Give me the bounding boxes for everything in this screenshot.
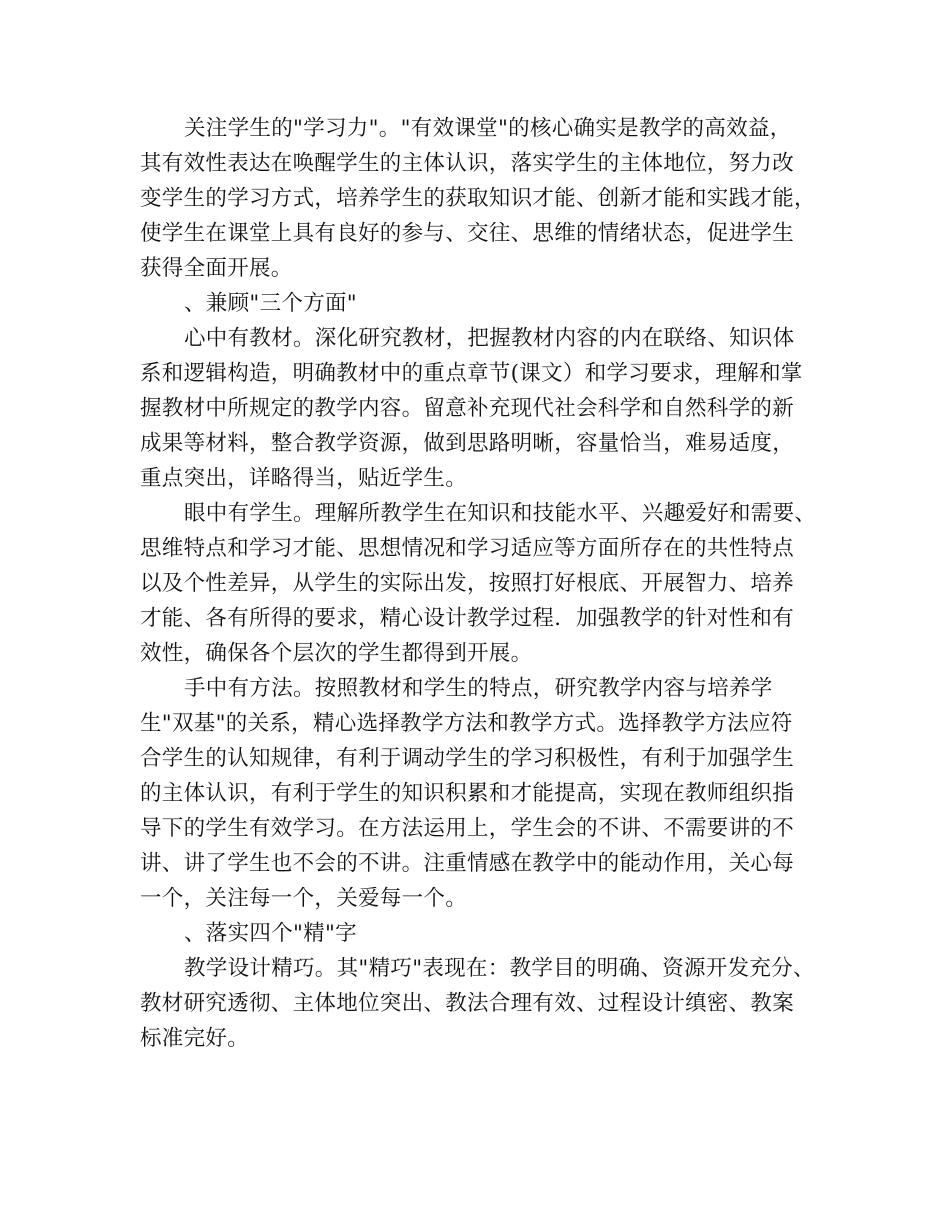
text-line: 思维特点和学习才能、思想情况和学习适应等方面所存在的共性特点 <box>140 536 795 561</box>
text-line: 其有效性表达在唤醒学生的主体认识，落实学生的主体地位，努力改 <box>140 151 795 176</box>
document-body <box>140 111 830 1056</box>
section-heading: 、落实四个"精"字 <box>184 921 357 946</box>
text-line: 获得全面开展。 <box>140 256 293 281</box>
text-line: 教材研究透彻、主体地位突出、教法合理有效、过程设计缜密、教案 <box>140 991 795 1016</box>
text-line: 手中有方法。按照教材和学生的特点，研究教学内容与培养学 <box>184 676 773 701</box>
text-line: 重点突出，详略得当，贴近学生。 <box>140 466 468 491</box>
text-line: 一个，关注每一个，关爱每一个。 <box>140 886 468 911</box>
text-line: 使学生在课堂上具有良好的参与、交往、思维的情绪状态，促进学生 <box>140 221 795 246</box>
text-line: 变学生的学习方式，培养学生的获取知识才能、创新才能和实践才能， <box>140 186 816 211</box>
text-line: 标准完好。 <box>140 1026 250 1051</box>
text-line: 效性，确保各个层次的学生都得到开展。 <box>140 641 533 666</box>
text-line: 系和逻辑构造，明确教材中的重点章节(课文）和学习要求，理解和掌 <box>140 361 803 386</box>
text-line: 握教材中所规定的教学内容。留意补充现代社会科学和自然科学的新 <box>140 396 795 421</box>
text-line: 的主体认识，有利于学生的知识积累和才能提高，实现在教师组织指 <box>140 781 795 806</box>
text-line: 眼中有学生。理解所教学生在知识和技能水平、兴趣爱好和需要、 <box>184 501 817 526</box>
text-line: 关注学生的"学习力"。"有效课堂"的核心确实是教学的高效益， <box>184 116 792 141</box>
text-line: 以及个性差异，从学生的实际出发，按照打好根底、开展智力、培养 <box>140 571 795 596</box>
text-line: 才能、各有所得的要求，精心设计教学过程．加强教学的针对性和有 <box>140 606 795 631</box>
text-line: 讲、讲了学生也不会的不讲。注重情感在教学中的能动作用，关心每 <box>140 851 795 876</box>
text-line: 教学设计精巧。其"精巧"表现在：教学目的明确、资源开发充分、 <box>184 956 815 981</box>
section-heading: 、兼顾"三个方面" <box>184 291 357 316</box>
text-line: 心中有教材。深化研究教材，把握教材内容的内在联络、知识体 <box>184 326 795 351</box>
text-line: 导下的学生有效学习。在方法运用上，学生会的不讲、不需要讲的不 <box>140 816 795 841</box>
text-line: 成果等材料，整合教学资源，做到思路明晰，容量恰当，难易适度， <box>140 431 795 456</box>
text-line: 合学生的认知规律，有利于调动学生的学习积极性，有利于加强学生 <box>140 746 795 771</box>
text-line: 生"双基"的关系，精心选择教学方法和教学方式。选择教学方法应符 <box>140 711 793 736</box>
